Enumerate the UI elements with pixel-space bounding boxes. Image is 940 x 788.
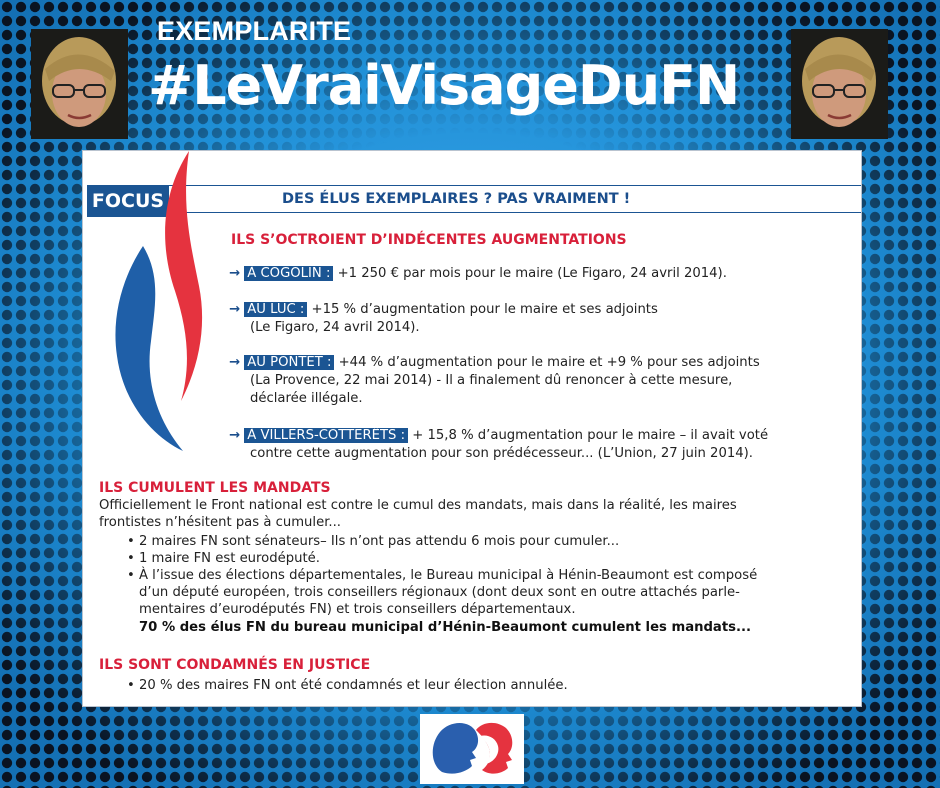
list-item — [229, 301, 658, 319]
item-text: (La Provence, 22 mai 2014) - Il a finalement dû renoncer à cette mesure, — [250, 373, 733, 388]
focus-card — [82, 150, 862, 707]
focus-tab: FOCUS — [87, 185, 169, 217]
item-text: déclarée illégale. — [250, 391, 363, 406]
arrow-icon: → — [229, 428, 241, 443]
list-item — [229, 427, 768, 445]
bullet-item: • 2 maires FN sont sénateurs– Ils n’ont pas attendu 6 mois pour cumuler... — [127, 534, 620, 549]
item-text: +1 250 € par mois pour le maire (Le Figaro, 24 avril 2014). — [337, 266, 727, 281]
header-label: EXEMPLARITE — [157, 16, 352, 46]
bullet-item: • À l’issue des élections départementales, le Bureau municipal à Hénin-Beaumont est composé — [127, 568, 758, 583]
section2-heading: ILS CUMULENT LES MANDATS — [99, 480, 331, 496]
item-text: +15 % d’augmentation pour le maire et ses adjoints — [311, 302, 658, 317]
portrait-left-image — [31, 29, 128, 139]
bullet-item-continued: d’un député européen, trois conseillers régionaux (dont deux sont en outre attachés parle- — [139, 585, 740, 600]
item-text: + 15,8 % d’augmentation pour le maire – il avait voté — [412, 428, 769, 443]
item-text: contre cette augmentation pour son prédécesseur... (L’Union, 27 juin 2014). — [250, 446, 753, 461]
bullet-item: • 1 maire FN est eurodéputé. — [127, 551, 320, 566]
place-tag: AU PONTET : — [244, 355, 334, 370]
arrow-icon: → — [229, 302, 241, 317]
place-tag: À VILLERS-COTTERÊTS : — [244, 428, 408, 443]
list-item — [229, 265, 727, 283]
focus-title: DES ÉLUS EXEMPLAIRES ? PAS VRAIMENT ! — [282, 191, 631, 207]
profile-logo-icon — [420, 714, 524, 784]
bullet-item-continued: mentaires d’eurodéputés FN) et trois conseillers départementaux. — [139, 602, 576, 617]
place-tag: AU LUC : — [244, 302, 307, 317]
focus-bottom-rule — [169, 212, 861, 213]
flame-logo-icon — [103, 151, 223, 461]
arrow-icon: → — [229, 266, 241, 281]
section2-conclusion: 70 % des élus FN du bureau municipal d’Hénin-Beaumont cumulent les mandats... — [139, 620, 752, 635]
place-tag: À COGOLIN : — [244, 266, 333, 281]
arrow-icon: → — [229, 355, 241, 370]
portrait-right-image — [791, 29, 888, 139]
section1-heading: ILS S’OCTROIENT D’INDÉCENTES AUGMENTATIONS — [231, 232, 627, 248]
item-text: +44 % d’augmentation pour le maire et +9 % pour ses adjoints — [338, 355, 760, 370]
hashtag-title: #LeVraiVisageDuFN — [148, 54, 740, 117]
bullet-item: • 20 % des maires FN ont été condamnés et leur élection annulée. — [127, 678, 568, 693]
item-text: (Le Figaro, 24 avril 2014). — [250, 320, 420, 335]
focus-top-rule — [169, 185, 861, 186]
section2-intro: Officiellement le Front national est contre le cumul des mandats, mais dans la réalité, les maires — [99, 498, 737, 513]
list-item — [229, 354, 760, 372]
section3-heading: ILS SONT CONDAMNÉS EN JUSTICE — [99, 657, 371, 673]
section2-intro: frontistes n’hésitent pas à cumuler... — [99, 515, 341, 530]
